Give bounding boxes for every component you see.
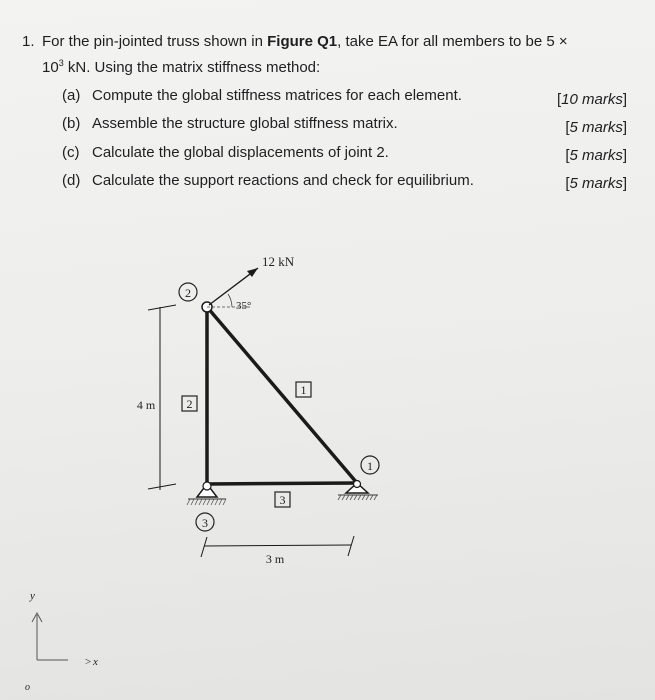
marks-c: [5 marks] bbox=[565, 147, 627, 164]
part-label: (b) bbox=[62, 115, 81, 132]
marks-value: 10 marks bbox=[561, 91, 623, 108]
marks-b: [5 marks] bbox=[565, 119, 627, 136]
axis-x-arrow: > bbox=[85, 656, 92, 668]
part-label: (a) bbox=[62, 87, 81, 104]
ea-base: 10 bbox=[42, 59, 59, 76]
height-dimension-label: 4 m bbox=[136, 398, 156, 412]
part-text: Compute the global stiffness matrices for each element. bbox=[92, 87, 462, 104]
marks-value: 5 marks bbox=[569, 175, 623, 192]
question-text-b: , take EA for all members to be 5 × bbox=[337, 33, 568, 50]
marks-d: [5 marks] bbox=[565, 175, 627, 192]
node-3-label bbox=[196, 513, 214, 531]
global-axes bbox=[32, 613, 68, 660]
part-text: Calculate the support reactions and check for equilibrium. bbox=[92, 172, 474, 189]
marks-value: 5 marks bbox=[569, 119, 623, 136]
svg-text:1: 1 bbox=[367, 459, 373, 473]
question-text-c: kN. Using the matrix stiffness method: bbox=[63, 59, 321, 76]
member-2-label bbox=[182, 396, 197, 411]
member-horizontal bbox=[207, 483, 357, 484]
figure-reference: Figure Q1 bbox=[267, 33, 338, 50]
svg-text:3: 3 bbox=[202, 516, 208, 530]
load-label: 12 kN bbox=[262, 254, 295, 269]
question-number: 1. bbox=[22, 33, 35, 50]
ea-exponent: 3 bbox=[58, 58, 64, 68]
part-text: Assemble the structure global stiffness matrix. bbox=[92, 115, 398, 132]
axis-x-label: x bbox=[93, 656, 98, 668]
member-diagonal bbox=[207, 307, 357, 483]
svg-text:3: 3 bbox=[279, 493, 286, 507]
marks-a: [10 marks] bbox=[556, 91, 627, 108]
axis-y-label: y bbox=[30, 590, 35, 602]
question-text-a: For the pin-jointed truss shown in bbox=[42, 33, 268, 50]
angle-arc bbox=[228, 294, 232, 307]
svg-text:2: 2 bbox=[186, 397, 193, 411]
axis-origin-label: o bbox=[25, 682, 30, 693]
part-label: (d) bbox=[62, 172, 81, 189]
part-label: (c) bbox=[62, 144, 80, 161]
angle-label: 35° bbox=[236, 300, 252, 312]
node-2-label bbox=[179, 283, 197, 301]
part-text: Calculate the global displacements of joint 2. bbox=[92, 144, 389, 161]
marks-value: 5 marks bbox=[569, 147, 623, 164]
member-3-label bbox=[275, 492, 290, 507]
svg-text:1: 1 bbox=[300, 383, 307, 397]
member-1-label bbox=[296, 382, 311, 397]
svg-text:2: 2 bbox=[185, 286, 191, 300]
node-1-label bbox=[361, 456, 379, 474]
width-dimension-label: 3 m bbox=[265, 552, 285, 566]
